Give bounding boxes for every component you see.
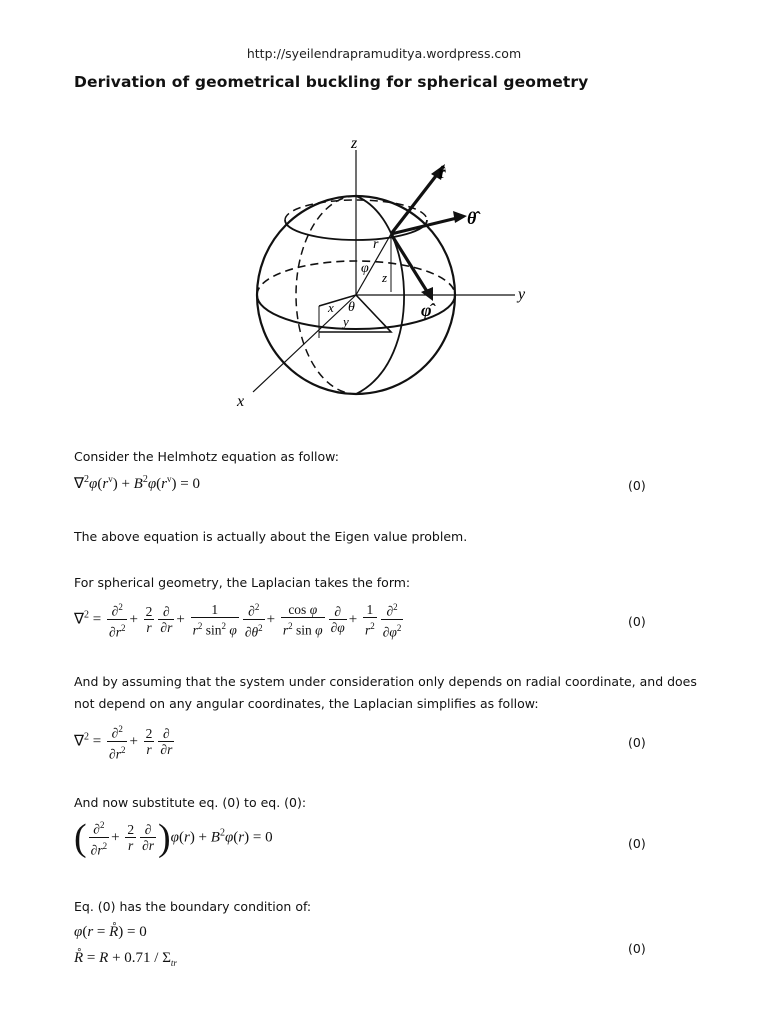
spherical-coordinates-figure	[225, 130, 545, 415]
theta-hat-label: θ̂	[467, 208, 477, 228]
axis-label-x: x	[237, 393, 245, 410]
x-component-label: x	[328, 300, 334, 315]
meridian-back	[296, 196, 356, 394]
paragraph-helmholtz: Consider the Helmhotz equation as follow:	[74, 449, 339, 464]
equation-number-3: (0)	[628, 735, 646, 750]
equation-boundary-line-2: R̊ = $R + 0.71 / \Sigma_{tr}$	[74, 950, 177, 968]
paragraph-laplacian-form: For spherical geometry, the Laplacian takes the form:	[74, 575, 411, 590]
axis-label-y: y	[518, 286, 526, 303]
r-label: r	[373, 237, 379, 252]
equation-boundary-line-1: φ(r = R̊) = 0	[74, 924, 147, 940]
paragraph-eigenvalue: The above equation is actually about the Eigen value problem.	[74, 529, 468, 544]
phi-angle-label: φ	[361, 261, 369, 276]
page-title: Derivation of geometrical buckling for spherical geometry	[74, 73, 589, 91]
equation-radial-laplacian: ∇$^2$ = $\frac{\partial^2}{\partial r^2}$ + $\frac{2}{r}$ $\frac{\partial}{\partial r}$	[74, 724, 173, 761]
equation-number-1: (0)	[628, 478, 646, 493]
header-url: http://syeilendrapramuditya.wordpress.com	[246, 46, 522, 61]
projection-line	[356, 295, 391, 332]
equation-number-4: (0)	[628, 836, 646, 851]
equation-number-2: (0)	[628, 614, 646, 629]
theta-angle-label: θ	[348, 300, 355, 315]
axis-label-z: z	[351, 135, 358, 152]
paragraph-substitute: And now substitute eq. (0) to eq. (0):	[74, 795, 307, 810]
equation-spherical-laplacian: ∇$^2$ = $\frac{\partial^2}{\partial r^2}$ + $\frac{2}{r}$ $\frac{\partial}{\partial r}$ + $\frac{1}{r^2 \sin^2 \varphi}$ $\frac{\partial^2}{\partial\theta^2}$ + $\frac{\text{cos φ}}{r^2 \sin \varphi}$ $\frac{\partial}{\partial\varphi}$ + $\frac{1}{r^2}$ $\frac{\partial^2}{\partial\varphi^2}$	[74, 601, 402, 639]
phi-hat-vector	[391, 234, 428, 293]
equation-number-5: (0)	[628, 941, 646, 956]
r-hat-label: r̂	[438, 162, 446, 182]
equation-substituted: ( $\frac{\partial^2}{\partial r^2}$ + $\frac{2}{r}$ $\frac{\partial}{\partial r}$ )$\varphi(r) + B^2\varphi(r) = 0$	[74, 817, 273, 859]
phi-hat-label: φ̂	[421, 300, 432, 320]
z-component-label: z	[382, 270, 388, 285]
paragraph-boundary-condition: Eq. (0) has the boundary condition of:	[74, 899, 312, 914]
y-component-label: y	[343, 314, 349, 329]
equation-helmholtz: $\nabla^2\varphi(r^v) + B^2\varphi(r^v) = 0$	[74, 474, 200, 492]
theta-hat-arrowhead	[453, 211, 467, 223]
paragraph-radial-assumption: And by assuming that the system under consideration only depends on radial coordinate, and does not depend on any angular coordinates, the Laplacian simplifies as follow:	[74, 674, 697, 711]
